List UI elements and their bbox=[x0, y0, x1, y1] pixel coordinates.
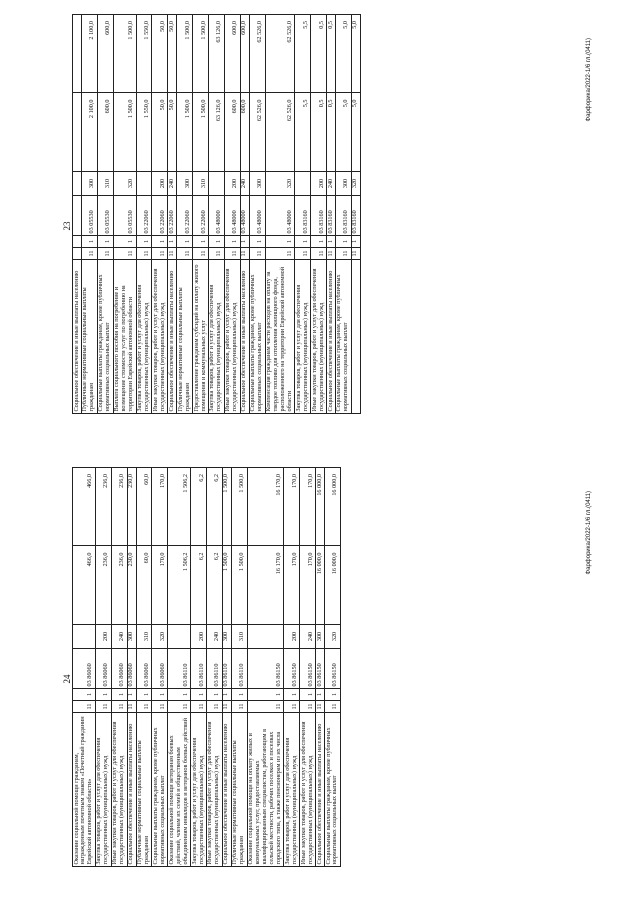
subsection-code: 1 bbox=[168, 689, 191, 701]
row-name: Социальное обеспечение и иные выплаты населению bbox=[316, 713, 325, 867]
amount-year-2: 62 526,0 bbox=[249, 15, 265, 94]
subsection-code: 1 bbox=[284, 689, 300, 701]
table-row bbox=[240, 15, 249, 414]
expense-type-code: 200 bbox=[224, 172, 240, 196]
amount-year-2: 170,0 bbox=[300, 468, 316, 547]
subsection-code: 1 bbox=[81, 236, 97, 248]
amount-year-2: 60,0 bbox=[136, 468, 152, 547]
section-code: 11 bbox=[224, 248, 240, 260]
expense-type-code: 300 bbox=[177, 172, 193, 196]
expense-type-code bbox=[247, 625, 284, 649]
amount-year-1: 6,2 bbox=[206, 546, 222, 625]
expense-type-code: 200 bbox=[95, 625, 111, 649]
section-code: 11 bbox=[327, 248, 336, 260]
target-article-code: 03 22060 bbox=[177, 196, 193, 236]
row-name: Компенсация гражданам части расходов на оплату за твердое топливо для отопления жилищного фонда, расположенного на территории Еврейской автономной области bbox=[265, 260, 295, 414]
section-code: 11 bbox=[208, 248, 224, 260]
table-row bbox=[295, 15, 311, 414]
subsection-code: 1 bbox=[168, 236, 177, 248]
row-name: Социальное обеспечение и иные выплаты населению bbox=[222, 713, 231, 867]
amount-year-2: 170,0 bbox=[152, 468, 168, 547]
amount-year-1: 600,0 bbox=[97, 93, 113, 172]
section-code: 11 bbox=[335, 248, 351, 260]
subsection-code bbox=[73, 236, 82, 248]
expense-type-code: 300 bbox=[335, 172, 351, 196]
amount-year-1: 236,0 bbox=[111, 546, 127, 625]
subsection-code: 1 bbox=[231, 689, 247, 701]
section-code: 11 bbox=[316, 701, 325, 713]
section-code: 11 bbox=[311, 248, 327, 260]
amount-year-1: 600,0 bbox=[240, 93, 249, 172]
amount-year-2: 600,0 bbox=[240, 15, 249, 94]
section-code: 11 bbox=[295, 248, 311, 260]
target-article-code: 03 22060 bbox=[193, 196, 209, 236]
amount-year-2: 1 500,0 bbox=[231, 468, 247, 547]
subsection-code: 1 bbox=[177, 236, 193, 248]
subsection-code: 1 bbox=[240, 236, 249, 248]
table-row bbox=[300, 468, 316, 867]
subsection-code: 1 bbox=[295, 236, 311, 248]
amount-year-2: 63 126,0 bbox=[208, 15, 224, 94]
row-name: Оказание социальной помощи ветеранам боевых действий, членам их семей и общественным объединениям инвалидов и ветеранов боевых действий bbox=[168, 713, 191, 867]
row-name: Публичные нормативные социальные выплаты гражданам bbox=[231, 713, 247, 867]
amount-year-2: 1 500,0 bbox=[177, 15, 193, 94]
amount-year-2: 16 000,0 bbox=[325, 468, 341, 547]
subsection-code: 1 bbox=[351, 236, 360, 248]
section-code: 11 bbox=[191, 701, 207, 713]
row-name: Публичные нормативные социальные выплаты гражданам bbox=[177, 260, 193, 414]
amount-year-1: 170,0 bbox=[284, 546, 300, 625]
amount-year-2: 6,2 bbox=[206, 468, 222, 547]
target-article-code: 03 22060 bbox=[168, 196, 177, 236]
table-row bbox=[249, 15, 265, 414]
row-name: Иные закупки товаров, работ и услуг для обеспечения государственных (муниципальных) нужд bbox=[224, 260, 240, 414]
expense-type-code bbox=[295, 172, 311, 196]
row-name: Закупка товаров, работ и услуг для обеспечения государственных (муниципальных) нужд bbox=[136, 260, 152, 414]
section-code: 11 bbox=[152, 248, 168, 260]
row-name: Выплата социального пособия на погребение и возмещение стоимости услуг по погребению на территории Еврейской автономной области bbox=[113, 260, 136, 414]
expense-type-code: 320 bbox=[325, 625, 341, 649]
amount-year-1: 16 170,0 bbox=[247, 546, 284, 625]
expense-type-code: 240 bbox=[206, 625, 222, 649]
subsection-code: 1 bbox=[152, 689, 168, 701]
amount-year-1: 50,0 bbox=[168, 93, 177, 172]
amount-year-1: 1 500,0 bbox=[231, 546, 247, 625]
table-row bbox=[177, 15, 193, 414]
section-code: 11 bbox=[95, 701, 111, 713]
amount-year-1: 0,5 bbox=[327, 93, 336, 172]
table-row bbox=[222, 468, 231, 867]
expense-type-code: 300 bbox=[249, 172, 265, 196]
target-article-code: 03 86150 bbox=[284, 649, 300, 689]
amount-year-2: 236,0 bbox=[111, 468, 127, 547]
amount-year-1: 1 500,0 bbox=[177, 93, 193, 172]
expense-type-code bbox=[168, 625, 191, 649]
target-article-code: 03 86150 bbox=[316, 649, 325, 689]
amount-year-2: 1 506,2 bbox=[168, 468, 191, 547]
page-24 bbox=[0, 453, 633, 905]
section-code: 11 bbox=[222, 701, 231, 713]
row-name: Оказание социальной помощи гражданам, награжденным почетным знаком «Почетный гражданин Еврейской автономной области» bbox=[73, 713, 96, 867]
amount-year-2: 16 000,0 bbox=[316, 468, 325, 547]
section-code: 11 bbox=[206, 701, 222, 713]
amount-year-1: 466,0 bbox=[73, 546, 96, 625]
row-name: Предоставление гражданам субсидий на оплату жилого помещения и коммунальных услуг bbox=[193, 260, 209, 414]
row-name: Оказание социальной помощи на оплату жилых и коммунальных услуг, предоставляемых квалифицированным специалистам, работающим в сельской местности, рабочих поселках и поселках городского типа, а также пенсионерам из их числа bbox=[247, 713, 284, 867]
target-article-code: 03 86060 bbox=[127, 649, 136, 689]
budget-table bbox=[72, 14, 361, 414]
table-row bbox=[284, 468, 300, 867]
row-name: Закупка товаров, работ и услуг для обеспечения государственных (муниципальных) нужд bbox=[191, 713, 207, 867]
section-code: 11 bbox=[136, 248, 152, 260]
target-article-code: 03 48000 bbox=[265, 196, 295, 236]
amount-year-1 bbox=[73, 93, 82, 172]
subsection-code: 1 bbox=[136, 689, 152, 701]
subsection-code: 1 bbox=[206, 689, 222, 701]
amount-year-1: 60,0 bbox=[136, 546, 152, 625]
table-row bbox=[95, 468, 111, 867]
table-row bbox=[152, 468, 168, 867]
amount-year-2: 50,0 bbox=[168, 15, 177, 94]
amount-year-2: 5,0 bbox=[335, 15, 351, 94]
amount-year-1: 230,0 bbox=[127, 546, 136, 625]
expense-type-code: 240 bbox=[111, 625, 127, 649]
target-article-code: 03 05530 bbox=[97, 196, 113, 236]
expense-type-code: 200 bbox=[152, 172, 168, 196]
row-name: Социальное обеспечение и иные выплаты населению bbox=[73, 260, 82, 414]
amount-year-2: 170,0 bbox=[284, 468, 300, 547]
target-article-code: 03 83160 bbox=[351, 196, 360, 236]
section-code: 11 bbox=[127, 701, 136, 713]
amount-year-1: 1 550,0 bbox=[136, 93, 152, 172]
table-row bbox=[265, 15, 295, 414]
amount-year-2: 50,0 bbox=[152, 15, 168, 94]
amount-year-2: 230,0 bbox=[127, 468, 136, 547]
section-code: 11 bbox=[113, 248, 136, 260]
row-name: Социальные выплаты гражданам, кроме публичных нормативных социальных выплат bbox=[97, 260, 113, 414]
table-row bbox=[208, 15, 224, 414]
table-row bbox=[224, 15, 240, 414]
expense-type-code: 320 bbox=[265, 172, 295, 196]
target-article-code: 03 22060 bbox=[136, 196, 152, 236]
target-article-code: 03 86110 bbox=[222, 649, 231, 689]
target-article-code: 03 86060 bbox=[95, 649, 111, 689]
target-article-code bbox=[73, 196, 82, 236]
amount-year-2: 466,0 bbox=[73, 468, 96, 547]
expense-type-code: 200 bbox=[191, 625, 207, 649]
subsection-code: 1 bbox=[191, 689, 207, 701]
target-article-code: 03 86060 bbox=[152, 649, 168, 689]
section-code: 11 bbox=[193, 248, 209, 260]
target-article-code: 03 86110 bbox=[168, 649, 191, 689]
amount-year-1: 63 126,0 bbox=[208, 93, 224, 172]
expense-type-code: 240 bbox=[327, 172, 336, 196]
expense-type-code: 240 bbox=[168, 172, 177, 196]
amount-year-1: 5,0 bbox=[335, 93, 351, 172]
target-article-code: 03 83160 bbox=[327, 196, 336, 236]
section-code: 11 bbox=[168, 701, 191, 713]
target-article-code: 03 86150 bbox=[300, 649, 316, 689]
amount-year-2 bbox=[73, 15, 82, 94]
amount-year-1: 16 000,0 bbox=[325, 546, 341, 625]
page-number: 24 bbox=[62, 674, 72, 684]
section-code: 11 bbox=[231, 701, 247, 713]
section-code: 11 bbox=[265, 248, 295, 260]
row-name bbox=[351, 260, 360, 414]
section-code: 11 bbox=[351, 248, 360, 260]
table-row bbox=[152, 15, 168, 414]
row-name: Закупка товаров, работ и услуг для обеспечения государственных (муниципальных) нужд bbox=[284, 713, 300, 867]
table-row bbox=[311, 15, 327, 414]
target-article-code: 03 86060 bbox=[73, 649, 96, 689]
subsection-code: 1 bbox=[311, 236, 327, 248]
table-row bbox=[168, 15, 177, 414]
subsection-code: 1 bbox=[111, 689, 127, 701]
row-name: Иные закупки товаров, работ и услуг для обеспечения государственных (муниципальных) нужд bbox=[152, 260, 168, 414]
expense-type-code: 300 bbox=[222, 625, 231, 649]
table-row bbox=[191, 468, 207, 867]
row-name: Закупка товаров, работ и услуг для обеспечения государственных (муниципальных) нужд bbox=[208, 260, 224, 414]
section-code: 11 bbox=[111, 701, 127, 713]
target-article-code: 03 48000 bbox=[249, 196, 265, 236]
target-article-code: 03 86150 bbox=[325, 649, 341, 689]
table-row bbox=[73, 468, 96, 867]
table-row bbox=[351, 15, 360, 414]
amount-year-2: 1 500,0 bbox=[193, 15, 209, 94]
row-name: Иные закупки товаров, работ и услуг для обеспечения государственных (муниципальных) нужд bbox=[311, 260, 327, 414]
subsection-code: 1 bbox=[327, 236, 336, 248]
amount-year-1: 1 506,2 bbox=[168, 546, 191, 625]
amount-year-1: 6,2 bbox=[191, 546, 207, 625]
footer-code: Фарфорика/2022-1/6 гл.(0411) bbox=[586, 491, 592, 575]
subsection-code: 1 bbox=[224, 236, 240, 248]
subsection-code: 1 bbox=[136, 236, 152, 248]
table-row bbox=[206, 468, 222, 867]
expense-type-code bbox=[136, 172, 152, 196]
amount-year-2: 0,5 bbox=[311, 15, 327, 94]
budget-table bbox=[72, 467, 341, 867]
target-article-code: 03 83160 bbox=[311, 196, 327, 236]
section-code: 11 bbox=[168, 248, 177, 260]
table-row bbox=[127, 468, 136, 867]
expense-type-code bbox=[73, 625, 96, 649]
subsection-code: 1 bbox=[335, 236, 351, 248]
amount-year-1: 0,5 bbox=[311, 93, 327, 172]
row-name: Социальное обеспечение и иные выплаты населению bbox=[127, 713, 136, 867]
page-23 bbox=[0, 0, 633, 452]
section-code: 11 bbox=[240, 248, 249, 260]
section-code: 11 bbox=[177, 248, 193, 260]
table-row bbox=[316, 468, 325, 867]
amount-year-2: 600,0 bbox=[97, 15, 113, 94]
table-row bbox=[168, 468, 191, 867]
row-name: Социальные выплаты гражданам, кроме публичных нормативных социальных выплат bbox=[152, 713, 168, 867]
subsection-code: 1 bbox=[127, 689, 136, 701]
subsection-code: 1 bbox=[265, 236, 295, 248]
expense-type-code: 320 bbox=[113, 172, 136, 196]
expense-type-code: 200 bbox=[284, 625, 300, 649]
section-code: 11 bbox=[136, 701, 152, 713]
subsection-code: 1 bbox=[97, 236, 113, 248]
subsection-code: 1 bbox=[208, 236, 224, 248]
expense-type-code: 240 bbox=[300, 625, 316, 649]
section-code bbox=[73, 248, 82, 260]
amount-year-1: 236,0 bbox=[95, 546, 111, 625]
row-name: Публичные нормативные социальные выплаты гражданам bbox=[81, 260, 97, 414]
amount-year-2: 0,5 bbox=[327, 15, 336, 94]
amount-year-2: 5,0 bbox=[351, 15, 360, 94]
expense-type-code: 300 bbox=[81, 172, 97, 196]
target-article-code: 03 05530 bbox=[81, 196, 97, 236]
expense-type-code: 310 bbox=[231, 625, 247, 649]
subsection-code: 1 bbox=[249, 236, 265, 248]
target-article-code: 03 05530 bbox=[113, 196, 136, 236]
amount-year-1: 50,0 bbox=[152, 93, 168, 172]
amount-year-2: 1 550,0 bbox=[136, 15, 152, 94]
subsection-code: 1 bbox=[73, 689, 96, 701]
amount-year-1: 1 500,0 bbox=[113, 93, 136, 172]
target-article-code: 03 83160 bbox=[295, 196, 311, 236]
section-code: 11 bbox=[152, 701, 168, 713]
row-name: Иные закупки товаров, работ и услуг для обеспечения государственных (муниципальных) нужд bbox=[206, 713, 222, 867]
target-article-code: 03 83160 bbox=[335, 196, 351, 236]
table-row bbox=[231, 468, 247, 867]
amount-year-1: 62 526,0 bbox=[249, 93, 265, 172]
table-row bbox=[247, 468, 284, 867]
budget-table-body bbox=[73, 15, 361, 414]
expense-type-code: 320 bbox=[152, 625, 168, 649]
amount-year-2: 2 100,0 bbox=[81, 15, 97, 94]
subsection-code: 1 bbox=[193, 236, 209, 248]
expense-type-code bbox=[208, 172, 224, 196]
row-name: Социальные выплаты гражданам, кроме публичных нормативных социальных выплат bbox=[249, 260, 265, 414]
row-name: Социальное обеспечение и иные выплаты населению bbox=[240, 260, 249, 414]
section-code: 11 bbox=[249, 248, 265, 260]
amount-year-1: 600,0 bbox=[224, 93, 240, 172]
target-article-code: 03 86110 bbox=[231, 649, 247, 689]
table-row bbox=[325, 468, 341, 867]
amount-year-2: 1 500,0 bbox=[222, 468, 231, 547]
amount-year-2: 62 526,0 bbox=[265, 15, 295, 94]
subsection-code: 1 bbox=[113, 236, 136, 248]
target-article-code: 03 48000 bbox=[240, 196, 249, 236]
table-row bbox=[113, 15, 136, 414]
target-article-code: 03 86110 bbox=[206, 649, 222, 689]
subsection-code: 1 bbox=[247, 689, 284, 701]
expense-type-code bbox=[73, 172, 82, 196]
amount-year-1: 2 100,0 bbox=[81, 93, 97, 172]
amount-year-2: 6,2 bbox=[191, 468, 207, 547]
row-name: Иные закупки товаров, работ и услуг для обеспечения государственных (муниципальных) нужд bbox=[111, 713, 127, 867]
table-row bbox=[335, 15, 351, 414]
target-article-code: 03 86110 bbox=[191, 649, 207, 689]
amount-year-2: 1 500,0 bbox=[113, 15, 136, 94]
target-article-code: 03 22060 bbox=[152, 196, 168, 236]
amount-year-2: 236,0 bbox=[95, 468, 111, 547]
section-code: 11 bbox=[73, 701, 96, 713]
table-row bbox=[136, 468, 152, 867]
table-row bbox=[136, 15, 152, 414]
expense-type-code: 320 bbox=[351, 172, 360, 196]
amount-year-1: 16 000,0 bbox=[316, 546, 325, 625]
expense-type-code: 310 bbox=[136, 625, 152, 649]
amount-year-1: 1 500,0 bbox=[222, 546, 231, 625]
target-article-code: 03 86150 bbox=[247, 649, 284, 689]
amount-year-1: 5,0 bbox=[351, 93, 360, 172]
subsection-code: 1 bbox=[316, 689, 325, 701]
page-number: 23 bbox=[62, 221, 72, 231]
target-article-code: 03 86060 bbox=[136, 649, 152, 689]
expense-type-code: 300 bbox=[127, 625, 136, 649]
subsection-code: 1 bbox=[325, 689, 341, 701]
amount-year-1: 170,0 bbox=[300, 546, 316, 625]
row-name: Закупка товаров, работ и услуг для обеспечения государственных (муниципальных) нужд bbox=[295, 260, 311, 414]
row-name: Иные закупки товаров, работ и услуг для обеспечения государственных (муниципальных) нужд bbox=[300, 713, 316, 867]
amount-year-2: 600,0 bbox=[224, 15, 240, 94]
section-code: 11 bbox=[300, 701, 316, 713]
row-name: Социальное обеспечение и иные выплаты населению bbox=[327, 260, 336, 414]
amount-year-1: 170,0 bbox=[152, 546, 168, 625]
amount-year-2: 5,5 bbox=[295, 15, 311, 94]
row-name: Социальное обеспечение и иные выплаты населению bbox=[168, 260, 177, 414]
section-code: 11 bbox=[81, 248, 97, 260]
target-article-code: 03 48000 bbox=[208, 196, 224, 236]
row-name: Социальные выплаты гражданам, кроме публичных нормативных социальных выплат bbox=[325, 713, 341, 867]
expense-type-code: 200 bbox=[311, 172, 327, 196]
expense-type-code: 240 bbox=[240, 172, 249, 196]
amount-year-1: 1 500,0 bbox=[193, 93, 209, 172]
amount-year-1: 5,5 bbox=[295, 93, 311, 172]
subsection-code: 1 bbox=[222, 689, 231, 701]
section-code: 11 bbox=[97, 248, 113, 260]
expense-type-code: 310 bbox=[97, 172, 113, 196]
table-row bbox=[193, 15, 209, 414]
row-name: Закупка товаров, работ и услуг для обеспечения государственных (муниципальных) нужд bbox=[95, 713, 111, 867]
table-row bbox=[73, 15, 82, 414]
subsection-code: 1 bbox=[300, 689, 316, 701]
row-name: Публичные нормативные социальные выплаты гражданам bbox=[136, 713, 152, 867]
subsection-code: 1 bbox=[95, 689, 111, 701]
section-code: 11 bbox=[284, 701, 300, 713]
table-row bbox=[327, 15, 336, 414]
table-row bbox=[111, 468, 127, 867]
amount-year-1: 62 526,0 bbox=[265, 93, 295, 172]
target-article-code: 03 48000 bbox=[224, 196, 240, 236]
amount-year-2: 16 170,0 bbox=[247, 468, 284, 547]
section-code: 11 bbox=[325, 701, 341, 713]
table-row bbox=[81, 15, 97, 414]
table-row bbox=[97, 15, 113, 414]
row-name: Социальные выплаты гражданам, кроме публичных нормативных социальных выплат bbox=[335, 260, 351, 414]
subsection-code: 1 bbox=[152, 236, 168, 248]
expense-type-code: 300 bbox=[316, 625, 325, 649]
target-article-code: 03 86060 bbox=[111, 649, 127, 689]
expense-type-code: 310 bbox=[193, 172, 209, 196]
section-code: 11 bbox=[247, 701, 284, 713]
budget-table-body bbox=[73, 468, 341, 867]
footer-code: Фарфорика/2022-1/6 гл.(0411) bbox=[586, 38, 592, 122]
